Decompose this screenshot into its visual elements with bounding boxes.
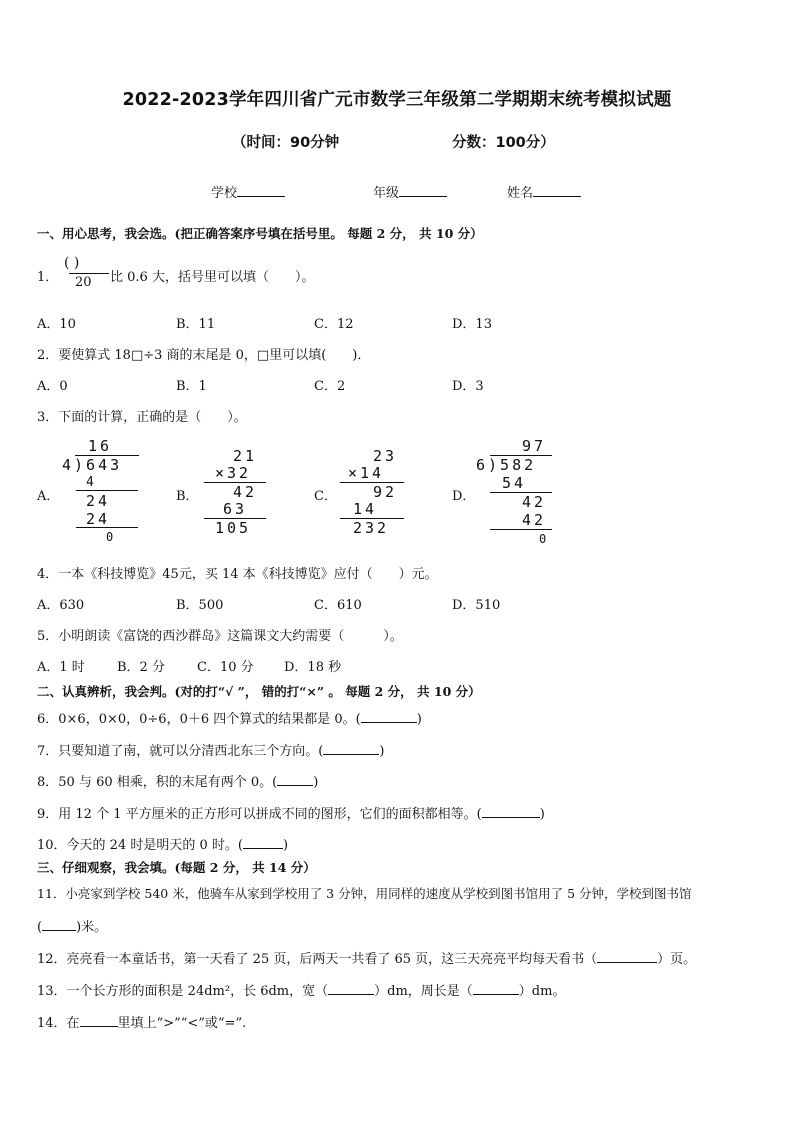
q4-text: 4．一本《科技博览》45元，买 14 本《科技博览》应付（ ）元。 xyxy=(37,567,438,582)
name-label: 姓名 xyxy=(507,186,534,201)
calc-b-partial2: 63 xyxy=(223,500,248,518)
calc-d-dividend: 6)582 xyxy=(476,456,537,474)
name-field xyxy=(507,182,581,201)
calc-b xyxy=(200,448,290,558)
q8-close-paren: ) xyxy=(313,775,319,790)
q4-option-c[interactable]: C．610 xyxy=(314,598,362,613)
calc-c-partial1: 92 xyxy=(373,483,398,501)
calc-b-product: 105 xyxy=(215,519,252,537)
calc-b-multiplier: ×32 xyxy=(215,464,252,482)
rule-line xyxy=(76,490,138,491)
q1-number: 1． xyxy=(37,270,59,285)
q12-tail: ）页。 xyxy=(657,952,697,967)
q10-text: 10．今天的 24 时是明天的 0 时。( xyxy=(37,838,243,853)
q2-option-b[interactable]: B．1 xyxy=(176,379,207,394)
calc-d-remainder: 0 xyxy=(539,532,550,546)
calc-b-partial1: 42 xyxy=(233,483,258,501)
section2-heading: 二、认真辨析，我会判。(对的打“√ ”， 错的打“×” 。 每题 2 分， 共 10 分） xyxy=(37,684,481,699)
q1-option-a[interactable]: A．10 xyxy=(37,317,76,332)
page-title: 2022-2023学年四川省广元市数学三年级第二学期期末统考模拟试题 xyxy=(122,90,672,110)
q13-perimeter-blank[interactable] xyxy=(473,982,519,995)
grade-field xyxy=(373,182,447,201)
q12-answer-blank[interactable] xyxy=(597,950,657,963)
q13-tail: ）dm。 xyxy=(518,984,566,999)
q1-option-b[interactable]: B．11 xyxy=(176,317,216,332)
q4-option-d[interactable]: D．510 xyxy=(452,598,501,613)
q8-text: 8．50 与 60 相乘，积的末尾有两个 0。( xyxy=(37,775,278,790)
school-field xyxy=(211,182,285,201)
q11-open-paren: ( xyxy=(37,920,43,935)
rule-line xyxy=(76,527,138,528)
q1-denominator: 20 xyxy=(75,275,92,290)
school-blank[interactable] xyxy=(237,184,285,197)
calc-a-quotient: 16 xyxy=(88,437,113,455)
q10-answer-blank[interactable] xyxy=(243,836,283,849)
calc-a-step1: 4 xyxy=(86,475,97,490)
calc-a-step2: 24 xyxy=(86,492,111,510)
q6-close-paren: ) xyxy=(416,712,422,727)
q8-answer-blank[interactable] xyxy=(277,773,313,786)
q2-option-d[interactable]: D．3 xyxy=(452,379,484,394)
q1-numerator-blank[interactable]: ( ) xyxy=(64,255,80,271)
q3-option-b[interactable]: B． xyxy=(176,489,199,504)
q7-answer-blank[interactable] xyxy=(323,742,379,755)
q5-option-a[interactable]: A．1 时 xyxy=(37,660,85,675)
q14 xyxy=(37,1012,246,1031)
q9-answer-blank[interactable] xyxy=(482,805,540,818)
q11-answer-blank[interactable] xyxy=(42,918,76,931)
exam-score: 分数：100分） xyxy=(452,135,555,151)
calc-a xyxy=(62,438,152,548)
q13 xyxy=(37,980,565,999)
grade-blank[interactable] xyxy=(399,184,447,197)
q7 xyxy=(37,740,384,759)
calc-d xyxy=(476,438,566,548)
calc-c-product: 232 xyxy=(353,519,390,537)
q10-close-paren: ) xyxy=(282,838,289,853)
q6 xyxy=(37,708,422,727)
calc-c-multiplier: ×14 xyxy=(348,464,385,482)
q1-fraction xyxy=(64,255,110,295)
q7-text: 7．只要知道了南，就可以分清西北东三个方向。( xyxy=(37,744,324,759)
grade-label: 年级 xyxy=(373,186,400,201)
calc-d-step2: 42 xyxy=(522,493,547,511)
fraction-bar xyxy=(69,273,109,274)
q6-answer-blank[interactable] xyxy=(361,710,417,723)
calc-c-partial2: 14 xyxy=(353,500,378,518)
q4-option-b[interactable]: B．500 xyxy=(176,598,224,613)
q9-close-paren: ) xyxy=(539,807,545,822)
q13-text: 13．一个长方形的面积是 24dm²，长 6dm，宽（ xyxy=(37,984,329,999)
q2-option-a[interactable]: A．0 xyxy=(37,379,68,394)
q3-text: 3．下面的计算，正确的是（ ）。 xyxy=(37,410,247,425)
q12-text: 12．亮亮看一本童话书，第一天看了 25 页，后两天一共看了 65 页，这三天亮亮平均每天看书（ xyxy=(37,952,598,967)
q2-text: 2．要使算式 18□÷3 商的末尾是 0，□里可以填( )． xyxy=(37,348,371,363)
q5-option-c[interactable]: C．10 分 xyxy=(197,660,254,675)
q7-close-paren: ) xyxy=(379,744,385,759)
calc-c-multiplicand: 23 xyxy=(373,447,398,465)
calc-a-dividend: 4)643 xyxy=(62,456,123,474)
q3-option-a[interactable]: A． xyxy=(37,489,60,504)
q9-text: 9．用 12 个 1 平方厘米的正方形可以拼成不同的图形，它们的面积都相等。( xyxy=(37,807,482,822)
calc-c xyxy=(338,448,428,558)
calc-d-step1: 54 xyxy=(502,474,527,492)
school-label: 学校 xyxy=(211,186,238,201)
section3-heading: 三、仔细观察，我会填。(每题 2 分， 共 14 分） xyxy=(37,860,316,875)
q14-tail: 里填上“>”“<”或“=”. xyxy=(117,1016,247,1031)
exam-time: （时间：90分钟 xyxy=(232,135,340,151)
q14-text: 14．在 xyxy=(37,1016,80,1031)
calc-d-step3: 42 xyxy=(522,511,547,529)
q6-text: 6．0×6，0×0，0÷6，0＋6 四个算式的结果都是 0。( xyxy=(37,712,361,727)
q8 xyxy=(37,771,318,790)
q10 xyxy=(37,834,288,853)
q1-option-c[interactable]: C．12 xyxy=(314,317,354,332)
q3-option-c[interactable]: C． xyxy=(314,489,337,504)
q5-text: 5．小明朗读《富饶的西沙群岛》这篇课文大约需要（ ）。 xyxy=(37,629,403,644)
rule-line xyxy=(490,529,552,530)
calc-b-multiplicand: 21 xyxy=(233,447,258,465)
q13-mid: ）dm，周长是（ xyxy=(374,984,473,999)
q5-option-b[interactable]: B．2 分 xyxy=(117,660,165,675)
q5-option-d[interactable]: D．18 秒 xyxy=(284,660,342,675)
q11-line2 xyxy=(37,916,107,935)
q9 xyxy=(37,803,545,822)
q13-width-blank[interactable] xyxy=(328,982,374,995)
q11-line1: 11．小亮家到学校 540 米，他骑车从家到学校用了 3 分钟，用同样的速度从学校到图书馆用了 5 分钟，学校到图书馆 xyxy=(37,886,692,901)
calc-d-quotient: 97 xyxy=(522,437,547,455)
q14-blank[interactable] xyxy=(80,1014,118,1027)
q2-option-c[interactable]: C．2 xyxy=(314,379,346,394)
q1-option-d[interactable]: D．13 xyxy=(452,317,492,332)
calc-a-remainder: 0 xyxy=(106,530,117,544)
q4-option-a[interactable]: A．630 xyxy=(37,598,85,613)
q3-option-d[interactable]: D． xyxy=(452,489,476,504)
name-blank[interactable] xyxy=(533,184,581,197)
q12 xyxy=(37,948,696,967)
q1-text: 比 0.6 大，括号里可以填（ ）。 xyxy=(110,270,315,285)
calc-a-step3: 24 xyxy=(86,510,111,528)
section1-heading: 一、用心思考，我会选。(把正确答案序号填在括号里。 每题 2 分， 共 10 分） xyxy=(37,226,483,241)
q11-tail: )米。 xyxy=(76,920,108,935)
